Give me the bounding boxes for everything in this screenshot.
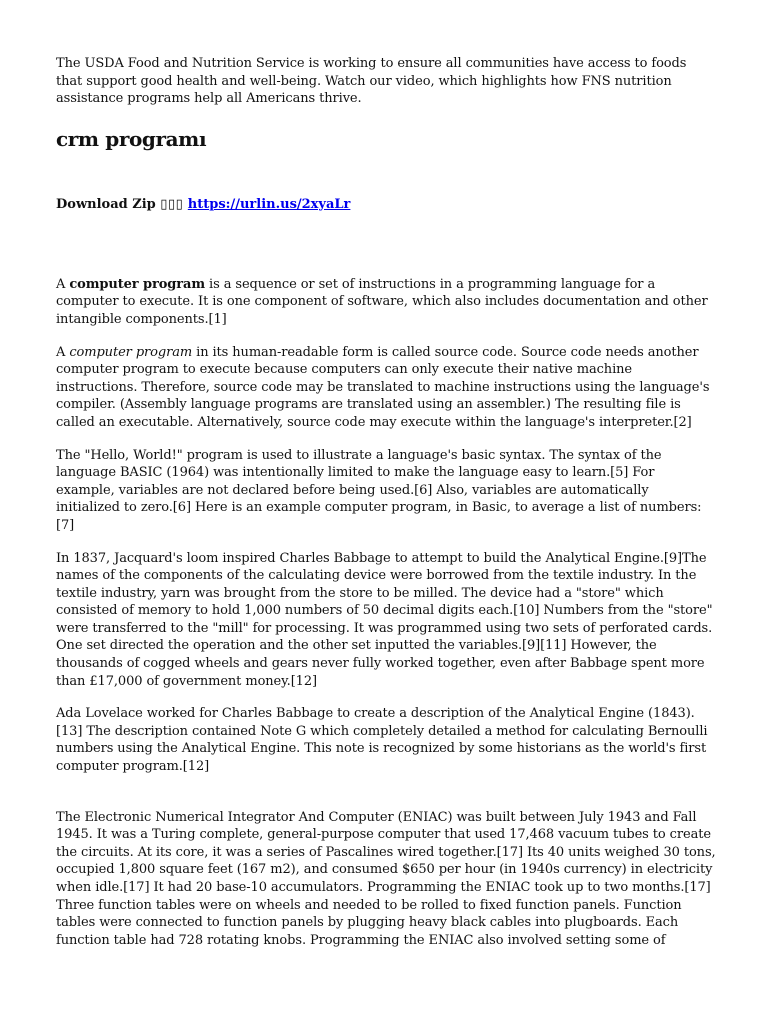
download-arrow-icon: ▯▯▯ [160, 196, 184, 212]
document-page [56, 55, 716, 964]
download-line [56, 196, 716, 214]
paragraph-source-code [56, 344, 716, 432]
paragraph-babbage: In 1837, Jacquard's loom inspired Charles Babbage to attempt to build the Analytical Engine.[9]The names of the components of the calculating device were borrowed from the textile industry. In the textile industry, yarn was brought from the store to be milled. The device had a "store" which consisted of memory to hold 1,000 numbers of 50 decimal digits each.[10] Numbers from the "store" were transferred to the "mill" for processing. It was programmed using two sets of perforated cards. One set directed the operation and the other set inputted the variables.[9][11] However, the thousands of cogged wheels and gears never fully worked together, even after Babbage spent more than £17,000 of government money.[12] [56, 550, 713, 689]
intro-paragraph: The USDA Food and Nutrition Service is working to ensure all communities have access to foods that support good health and well-being. Watch our video, which highlights how FNS nutrition assistance programs help all Americans thrive. [56, 56, 687, 107]
paragraph-lovelace: Ada Lovelace worked for Charles Babbage to create a description of the Analytical Engine (1843).[13] The description contained Note G which completely detailed a method for calculating Bernoulli numbers using the Analytical Engine. This note is recognized by some historians as the world's first computer program.[12] [56, 706, 708, 775]
p2-text-a: A [56, 344, 70, 360]
page-title: crm programı [56, 126, 207, 151]
p2-italic-term: computer program [69, 344, 193, 360]
p2-text-b: in its human-readable form is called source code. Source code needs another computer program to execute because computers can only execute their native machine instructions. Therefore, source code may be translated to machine instructions using the language's compiler. (Assembly language programs are translated using an assembler.) The resulting file is called an executable. Alternatively, source code may execute within the language's interpreter.[2] [56, 344, 710, 430]
paragraph-computer-program [56, 276, 716, 329]
p1-text-a: A [56, 276, 70, 292]
paragraph-eniac: The Electronic Numerical Integrator And Computer (ENIAC) was built between July 1943 and Fall 1945. It was a Turing complete, general-purpose computer that used 17,468 vacuum tubes to create the circuits. At its core, it was a series of Pascalines wired together.[17] Its 40 units weighed 30 tons, occupied 1,800 square feet (167 m2), and consumed $650 per hour (in 1940s currency) in electricity when idle.[17] It had 20 base-10 accumulators. Programming the ENIAC took up to two months.[17] Three function tables were on wheels and needed to be rolled to fixed function panels. Function tables were connected to function panels by plugging heavy black cables into plugboards. Each function table had 728 rotating knobs. Programming the ENIAC also involved setting some of [56, 809, 716, 948]
paragraph-hello-world: The "Hello, World!" program is used to illustrate a language's basic syntax. The syntax of the language BASIC (1964) was intentionally limited to make the language easy to learn.[5] For example, variables are not declared before being used.[6] Also, variables are automatically initialized to zero.[6] Here is an example computer program, in Basic, to average a list of numbers:[7] [56, 447, 702, 533]
download-label: Download Zip [56, 196, 156, 212]
p1-text-b: is a sequence or set of instructions in a programming language for a computer to execute. It is one component of software, which also includes documentation and other intangible components.[1] [56, 276, 708, 327]
download-link[interactable]: https://urlin.us/2xyaLr [187, 196, 351, 212]
p1-bold-term: computer program [69, 276, 205, 292]
